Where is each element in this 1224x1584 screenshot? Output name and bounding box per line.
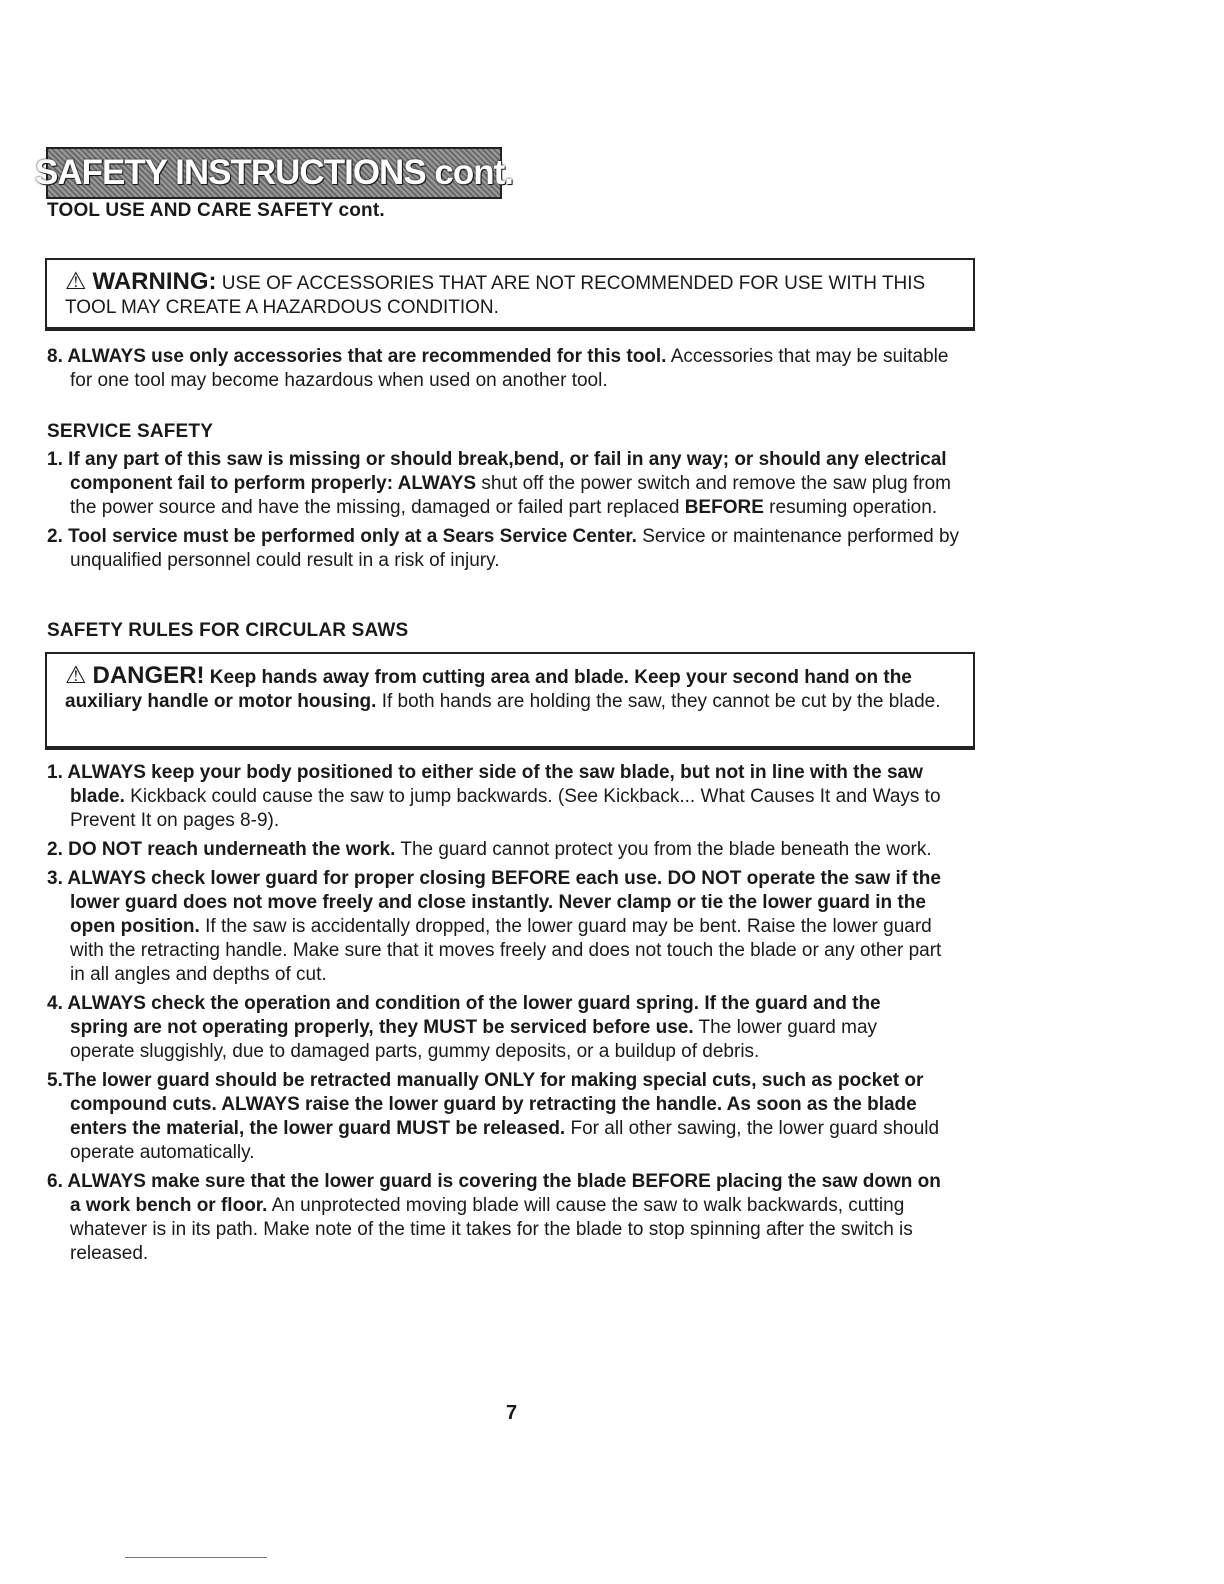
item-text: Kickback could cause the saw to jump backwards. (See Kickback... What Causes It and Ways to Prevent It on pages 8-9). [70, 786, 941, 831]
item-bold-text: 8. ALWAYS use only accessories that are recommended for this tool. [47, 346, 667, 367]
item-text: Accessories that may be suitable for one tool may become hazardous when used on another tool. [70, 346, 949, 391]
list-item [47, 992, 942, 1064]
danger-bold-text: Keep hands away from cutting area and blade. Keep your second hand on the auxiliary handle or motor housing. [65, 667, 912, 712]
danger-signal: DANGER! [92, 662, 205, 689]
heading-circular-saws: SAFETY RULES FOR CIRCULAR SAWS [47, 620, 409, 641]
heading-tool-use: TOOL USE AND CARE SAFETY cont. [47, 200, 385, 221]
service-safety-list [47, 448, 962, 578]
section-banner [35, 147, 513, 199]
list-item [47, 867, 942, 987]
tool-use-list [47, 345, 972, 398]
heading-service-safety: SERVICE SAFETY [47, 421, 214, 442]
item-text: If the saw is accidentally dropped, the lower guard may be bent. Raise the lower guard with the retracting handle. Make sure that it moves freely and does not touch the blade or any other part in all angles and depths of cut. [70, 916, 942, 985]
item-bold-text: BEFORE [684, 497, 764, 518]
item-text: For all other sawing, the lower guard should operate automatically. [70, 1118, 940, 1163]
list-item [47, 345, 972, 393]
item-bold-text: 6. ALWAYS make sure that the lower guard is covering the blade BEFORE placing the saw down on a work bench or floor. [47, 1171, 941, 1216]
item-text: Service or maintenance performed by unqualified personnel could result in a risk of injury. [70, 526, 960, 571]
danger-text: If both hands are holding the saw, they cannot be cut by the blade. [376, 691, 941, 712]
item-text: The guard cannot protect you from the blade beneath the work. [395, 839, 932, 860]
item-text: The lower guard may operate sluggishly, due to damaged parts, gummy deposits, or a buildup of debris. [70, 1017, 878, 1062]
warning-triangle-icon: ⚠ [65, 268, 87, 295]
circular-saw-rules-list [47, 761, 942, 1271]
item-bold-text: 1. If any part of this saw is missing or should break,bend, or fail in any way; or should any electrical component fail to perform properly: ALWAYS [47, 449, 947, 494]
list-item [47, 1069, 942, 1165]
item-text: resuming operation. [763, 497, 938, 518]
danger-box [45, 652, 975, 750]
item-text: shut off the power switch and remove the saw plug from the power source and have the missing, damaged or failed part replaced [70, 473, 951, 518]
item-bold-text: 3. ALWAYS check lower guard for proper closing BEFORE each use. DO NOT operate the saw if the lower guard does not move freely and close instantly. Never clamp or tie the lower guard in the open position. [47, 868, 941, 937]
item-bold-text: 5.The lower guard should be retracted manually ONLY for making special cuts, such as pocket or compound cuts. ALWAYS raise the lower guard by retracting the handle. As soon as the blade enters the material, the lower guard MUST be released. [47, 1070, 924, 1139]
item-bold-text: 2. Tool service must be performed only at a Sears Service Center. [47, 526, 637, 547]
list-item [47, 1170, 942, 1266]
list-item [47, 525, 962, 573]
list-item [47, 761, 942, 833]
warning-signal: WARNING: [92, 268, 217, 295]
item-bold-text: 1. ALWAYS keep your body positioned to either side of the saw blade, but not in line with the saw blade. [47, 762, 923, 807]
footer-rule [125, 1557, 267, 1558]
page-number: 7 [506, 1402, 518, 1424]
item-bold-text: 2. DO NOT reach underneath the work. [47, 839, 396, 860]
list-item [47, 448, 962, 520]
warning-text: USE OF ACCESSORIES THAT ARE NOT RECOMMENDED FOR USE WITH THIS TOOL MAY CREATE A HAZARDOUS CONDITION. [65, 273, 926, 318]
item-bold-text: 4. ALWAYS check the operation and condition of the lower guard spring. If the guard and the spring are not operating properly, they MUST be serviced before use. [47, 993, 881, 1038]
warning-triangle-icon: ⚠ [65, 662, 87, 689]
warning-box [45, 258, 975, 331]
item-text: An unprotected moving blade will cause the saw to walk backwards, cutting whatever is in its path. Make note of the time it takes for the blade to stop spinning after the switch is released. [70, 1195, 913, 1264]
list-item [47, 838, 942, 862]
banner-title: SAFETY INSTRUCTIONS cont. [35, 153, 513, 192]
